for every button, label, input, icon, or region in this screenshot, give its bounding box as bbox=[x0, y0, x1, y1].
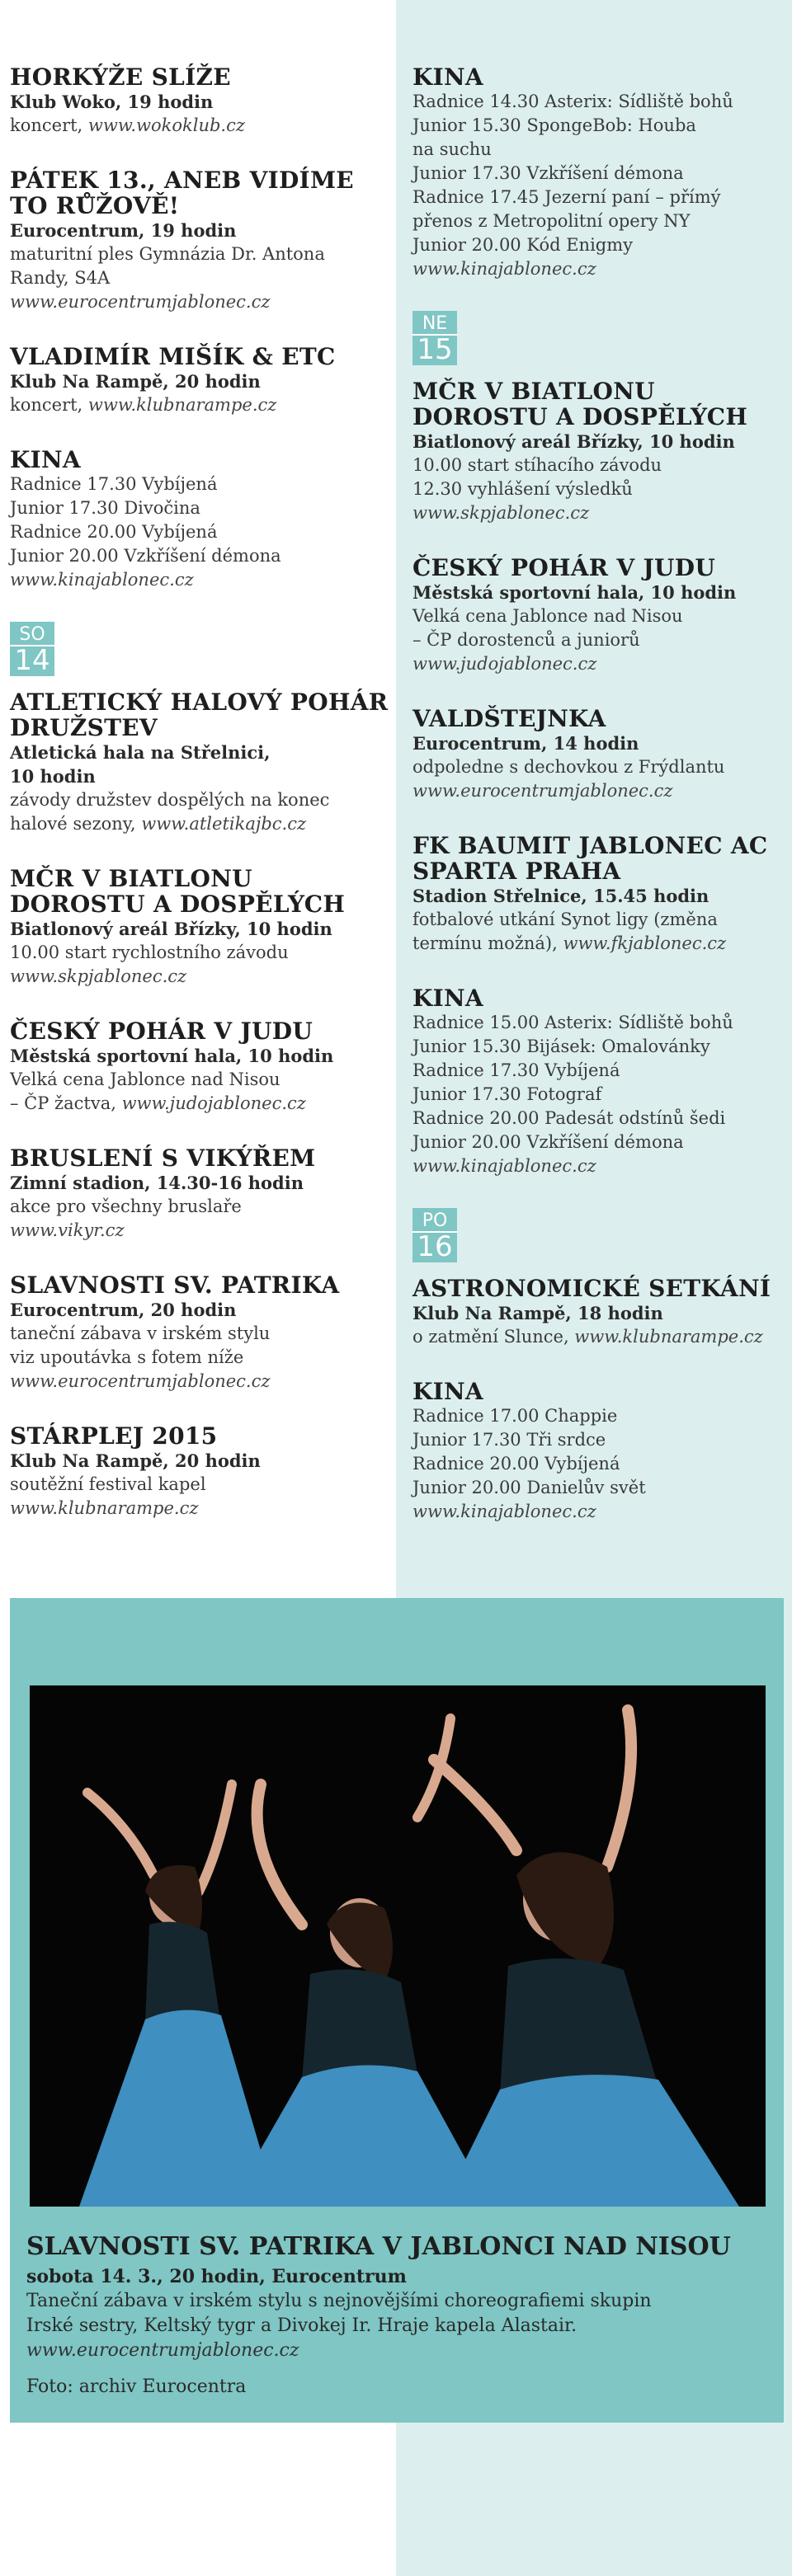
event-title: VALDŠTEJNKA bbox=[412, 705, 606, 732]
screening: Radnice 17.30 Vybíjená bbox=[10, 474, 218, 494]
event-description bbox=[412, 1325, 792, 1349]
feature-link[interactable]: www.eurocentrumjablonec.cz bbox=[26, 2340, 299, 2361]
event-link[interactable]: www.klubnarampe.cz bbox=[87, 395, 277, 415]
event-time: 10 hodin bbox=[10, 766, 96, 787]
screening: Radnice 14.30 Asterix: Sídliště bohů bbox=[412, 92, 733, 111]
event-link[interactable]: www.wokoklub.cz bbox=[87, 115, 245, 135]
event-title: PÁTEK 13., ANEB VIDÍME TO RŮŽOVĚ! bbox=[10, 167, 354, 219]
event-description bbox=[10, 393, 389, 417]
event-description: závody družstev dospělých na konec bbox=[10, 790, 330, 810]
screening: Radnice 17.30 Vybíjená bbox=[412, 1060, 620, 1080]
event-mcr-biatlon-15 bbox=[412, 378, 792, 525]
event-title: ASTRONOMICKÉ SETKÁNÍ bbox=[412, 1275, 771, 1302]
event-link[interactable]: www.kinajablonec.cz bbox=[10, 570, 194, 590]
day-badge-saturday bbox=[10, 622, 54, 676]
event-description: 10.00 start rychlostního závodu bbox=[10, 942, 289, 962]
screening: Radnice 17.45 Jezerní paní – přímý bbox=[412, 187, 721, 207]
screening: Junior 17.30 Vzkříšení démona bbox=[412, 163, 684, 183]
event-title: MČR V BIATLONU DOROSTU A DOSPĚLÝCH bbox=[10, 865, 346, 918]
event-description-text: halové sezony, bbox=[10, 814, 142, 834]
event-description: akce pro všechny bruslaře bbox=[10, 1196, 242, 1216]
screening: Junior 20.00 Danielův svět bbox=[412, 1478, 646, 1497]
event-description: fotbalové utkání Synot ligy (změna bbox=[412, 910, 718, 929]
event-link[interactable]: www.kinajablonec.cz bbox=[412, 1502, 596, 1521]
event-judo-14 bbox=[10, 1018, 389, 1116]
event-description bbox=[10, 1092, 389, 1116]
screening: Junior 17.30 Tři srdce bbox=[412, 1430, 606, 1450]
photo-credit: Foto: archiv Eurocentra bbox=[26, 2376, 247, 2397]
event-link[interactable]: www.eurocentrumjablonec.cz bbox=[10, 292, 271, 312]
event-title: STÁRPLEJ 2015 bbox=[10, 1422, 218, 1450]
event-description: odpoledne s dechovkou z Frýdlantu bbox=[412, 757, 725, 777]
event-title: FK BAUMIT JABLONEC AC SPARTA PRAHA bbox=[412, 832, 768, 885]
event-title: KINA bbox=[412, 1378, 483, 1405]
event-link[interactable]: www.kinajablonec.cz bbox=[412, 1156, 596, 1176]
day-name: PO bbox=[412, 1208, 457, 1233]
event-description bbox=[10, 114, 389, 138]
screening: Junior 20.00 Kód Enigmy bbox=[412, 235, 634, 255]
event-astronomicke-setkani bbox=[412, 1276, 792, 1349]
feature-caption bbox=[26, 2233, 769, 2400]
event-description bbox=[10, 812, 389, 836]
event-link[interactable]: www.judojablonec.cz bbox=[121, 1093, 306, 1113]
event-description-text: koncert, bbox=[10, 115, 88, 135]
event-title: KINA bbox=[10, 446, 81, 473]
screening: na suchu bbox=[412, 139, 492, 159]
screening: Radnice 20.00 Padesát odstínů šedi bbox=[412, 1108, 726, 1128]
event-kina-16 bbox=[412, 1379, 792, 1524]
screening: Junior 20.00 Vzkříšení démona bbox=[412, 1132, 684, 1152]
event-fk-jablonec-sparta bbox=[412, 833, 792, 956]
event-description-text: – ČP žactva, bbox=[10, 1093, 122, 1113]
event-link[interactable]: www.vikyr.cz bbox=[10, 1220, 125, 1240]
day-number: 15 bbox=[417, 333, 453, 366]
event-kina-14 bbox=[412, 64, 792, 281]
event-link[interactable]: www.fkjablonec.cz bbox=[563, 933, 727, 953]
event-link[interactable]: www.atletikajbc.cz bbox=[141, 814, 307, 834]
event-description: viz upoutávka s fotem níže bbox=[10, 1347, 244, 1367]
day-number: 16 bbox=[417, 1230, 453, 1263]
event-patek-13 bbox=[10, 167, 389, 314]
screening: Junior 20.00 Vzkříšení démona bbox=[10, 546, 281, 566]
event-description: taneční zábava v irském stylu bbox=[10, 1323, 271, 1343]
event-link[interactable]: www.eurocentrumjablonec.cz bbox=[10, 1371, 271, 1391]
event-venue: Klub Woko, 19 hodin bbox=[10, 92, 214, 112]
event-description: Velká cena Jablonce nad Nisou bbox=[412, 606, 683, 626]
day-name: NE bbox=[412, 311, 457, 336]
screening: Junior 17.30 Divočina bbox=[10, 498, 200, 518]
left-column bbox=[10, 64, 389, 1550]
event-description bbox=[412, 932, 792, 956]
screening: Junior 15.30 Bijásek: Omalovánky bbox=[412, 1037, 710, 1056]
dancers-illustration bbox=[30, 1685, 766, 2207]
day-badge-monday bbox=[412, 1208, 457, 1262]
event-title: SLAVNOSTI SV. PATRIKA bbox=[10, 1272, 340, 1299]
screening: Radnice 15.00 Asterix: Sídliště bohů bbox=[412, 1013, 733, 1032]
event-description: soutěžní festival kapel bbox=[10, 1474, 206, 1494]
event-venue: Eurocentrum, 19 hodin bbox=[10, 220, 237, 241]
event-description: Randy, S4A bbox=[10, 268, 111, 288]
day-number: 14 bbox=[14, 644, 50, 677]
event-description: 10.00 start stíhacího závodu bbox=[412, 455, 662, 475]
feature-title: SLAVNOSTI SV. PATRIKA V JABLONCI NAD NISOU bbox=[26, 2232, 731, 2261]
event-title: ATLETICKÝ HALOVÝ POHÁR DRUŽSTEV bbox=[10, 689, 389, 741]
event-kina-13 bbox=[10, 447, 389, 592]
event-venue: Eurocentrum, 20 hodin bbox=[10, 1300, 237, 1320]
event-description-text: koncert, bbox=[10, 395, 88, 415]
screening: Radnice 17.00 Chappie bbox=[412, 1406, 618, 1426]
feature-date: sobota 14. 3., 20 hodin, Eurocentrum bbox=[26, 2266, 407, 2287]
event-venue: Biatlonový areál Břízky, 10 hodin bbox=[412, 431, 735, 452]
event-description: maturitní ples Gymnázia Dr. Antona bbox=[10, 244, 325, 264]
event-link[interactable]: www.klubnarampe.cz bbox=[574, 1327, 763, 1347]
event-venue: Městská sportovní hala, 10 hodin bbox=[10, 1046, 334, 1066]
event-description: Velká cena Jablonce nad Nisou bbox=[10, 1069, 280, 1089]
event-title: ČESKÝ POHÁR V JUDU bbox=[10, 1018, 314, 1045]
event-title: KINA bbox=[412, 985, 483, 1012]
event-venue: Klub Na Rampě, 20 hodin bbox=[10, 1450, 261, 1471]
event-mcr-biatlon-14 bbox=[10, 866, 389, 989]
event-venue: Klub Na Rampě, 20 hodin bbox=[10, 371, 261, 392]
day-name: SO bbox=[10, 622, 54, 646]
event-link[interactable]: www.eurocentrumjablonec.cz bbox=[412, 781, 673, 801]
event-title: BRUSLENÍ S VIKÝŘEM bbox=[10, 1145, 316, 1172]
screening: Radnice 20.00 Vybíjená bbox=[412, 1454, 620, 1474]
screening: přenos z Metropolitní opery NY bbox=[412, 211, 691, 231]
event-bruslení bbox=[10, 1145, 389, 1243]
event-title: VLADIMÍR MIŠÍK & ETC bbox=[10, 343, 336, 370]
event-atleticky-pohar bbox=[10, 689, 389, 836]
feature-box bbox=[10, 1598, 784, 2423]
event-slavnosti-patrika bbox=[10, 1272, 389, 1394]
event-judo-15 bbox=[412, 555, 792, 676]
right-column bbox=[412, 64, 792, 1554]
event-link[interactable]: www.skpjablonec.cz bbox=[10, 966, 187, 986]
event-title: KINA bbox=[412, 63, 483, 91]
event-venue: Městská sportovní hala, 10 hodin bbox=[412, 582, 737, 603]
event-starplej bbox=[10, 1423, 389, 1521]
feature-description: Irské sestry, Keltský tygr a Divokej Ir. Hraje kapela Alastair. bbox=[26, 2315, 578, 2336]
event-venue: Stadion Střelnice, 15.45 hodin bbox=[412, 886, 710, 906]
event-venue: Atletická hala na Střelnici, bbox=[10, 742, 271, 763]
event-link[interactable]: www.judojablonec.cz bbox=[412, 654, 597, 674]
event-kina-15 bbox=[412, 985, 792, 1178]
event-title: HORKÝŽE SLÍŽE bbox=[10, 63, 231, 91]
event-title: ČESKÝ POHÁR V JUDU bbox=[412, 554, 716, 581]
day-badge-sunday bbox=[412, 311, 457, 365]
event-description-text: o zatmění Slunce, bbox=[412, 1327, 575, 1347]
event-link[interactable]: www.klubnarampe.cz bbox=[10, 1498, 199, 1518]
event-venue: Biatlonový areál Břízky, 10 hodin bbox=[10, 919, 332, 939]
event-link[interactable]: www.skpjablonec.cz bbox=[412, 503, 590, 523]
event-venue: Zimní stadion, 14.30-16 hodin bbox=[10, 1173, 304, 1193]
screening: Radnice 20.00 Vybíjená bbox=[10, 522, 218, 542]
event-vladimir-misik bbox=[10, 344, 389, 417]
event-valdstejnka bbox=[412, 706, 792, 803]
event-description: – ČP dorostenců a juniorů bbox=[412, 630, 640, 650]
event-description: 12.30 vyhlášení výsledků bbox=[412, 479, 633, 499]
event-title: MČR V BIATLONU DOROSTU A DOSPĚLÝCH bbox=[412, 378, 748, 430]
screening: Junior 15.30 SpongeBob: Houba bbox=[412, 115, 696, 135]
event-description-text: termínu možná), bbox=[412, 933, 563, 953]
event-venue: Eurocentrum, 14 hodin bbox=[412, 733, 639, 754]
event-link[interactable]: www.kinajablonec.cz bbox=[412, 259, 596, 279]
event-horkyze-slize bbox=[10, 64, 389, 138]
event-venue: Klub Na Rampě, 18 hodin bbox=[412, 1303, 663, 1323]
dancers-photo bbox=[30, 1685, 766, 2207]
feature-description: Taneční zábava v irském stylu s nejnovějšími choreografiemi skupin bbox=[26, 2291, 652, 2311]
screening: Junior 17.30 Fotograf bbox=[412, 1084, 602, 1104]
